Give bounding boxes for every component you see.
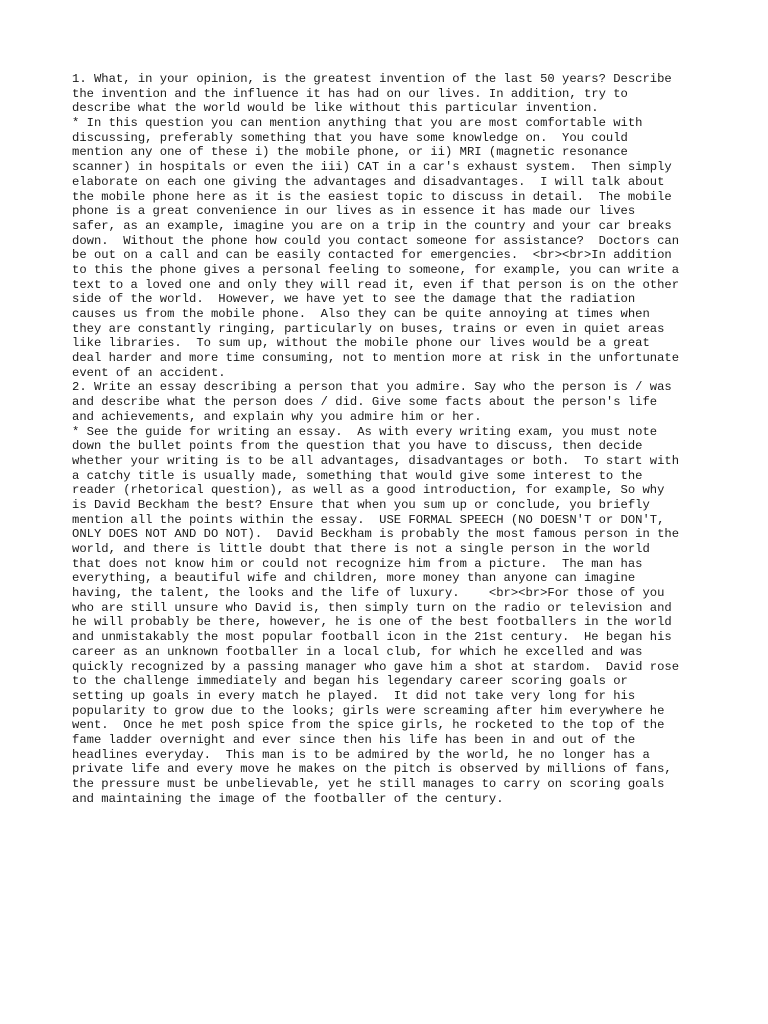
document-line: event of an accident. — [72, 365, 226, 380]
document-line: that does not know him or could not recognize him from a picture. The man has — [72, 556, 643, 571]
document-line: deal harder and more time consuming, not to mention more at risk in the unfortunate — [72, 351, 680, 366]
document-line: * In this question you can mention anything that you are most comfortable with — [72, 116, 643, 131]
document-line: world, and there is little doubt that there is not a single person in the world — [72, 542, 650, 556]
document-line: 1. What, in your opinion, is the greatest invention of the last 50 years? Describe — [72, 72, 672, 86]
document-line: describe what the world would be like without this particular invention. — [72, 101, 599, 116]
document-line: safer, as an example, imagine you are on a trip in the country and your car breaks — [72, 218, 672, 233]
document-line: and unmistakably the most popular football icon in the 21st century. He began his — [72, 630, 672, 645]
document-line: scanner) in hospitals or even the iii) CAT in a car's exhaust system. Then simply — [72, 160, 672, 175]
document-line: to the challenge immediately and began his legendary career scoring goals or — [72, 674, 628, 689]
document-line: * See the guide for writing an essay. As with every writing exam, you must note — [72, 424, 658, 439]
document-line: down the bullet points from the question that you have to discuss, then decide — [72, 439, 643, 454]
document-line: mention any one of these i) the mobile phone, or ii) MRI (magnetic resonance — [72, 145, 628, 160]
document-line: to this the phone gives a personal feeling to someone, for example, you can write a — [72, 262, 680, 277]
document-line: and maintaining the image of the footballer of the century. — [72, 791, 504, 806]
document-page — [72, 72, 702, 806]
document-line: mention all the points within the essay. USE FORMAL SPEECH (NO DOESN'T or DON'T, — [72, 512, 665, 527]
document-line: the pressure must be unbelievable, yet he still manages to carry on scoring goals — [72, 777, 665, 791]
document-line: having, the talent, the looks and the life of luxury. <br><br>For those of you — [72, 586, 665, 601]
document-body — [72, 72, 702, 806]
document-line: be out on a call and can be easily contacted for emergencies. <br><br>In addition — [72, 248, 672, 263]
document-line: is David Beckham the best? Ensure that when you sum up or conclude, you briefly — [72, 497, 650, 512]
document-line: text to a loved one and only they will read it, even if that person is on the other — [72, 277, 680, 292]
document-line: side of the world. However, we have yet to see the damage that the radiation — [72, 292, 636, 307]
document-line: headlines everyday. This man is to be admired by the world, he no longer has a — [72, 747, 650, 762]
document-line: reader (rhetorical question), as well as a good introduction, for example, So why — [72, 483, 665, 498]
document-line: phone is a great convenience in our lives as in essence it has made our lives — [72, 204, 636, 219]
document-line: private life and every move he makes on the pitch is observed by millions of fans, — [72, 762, 672, 777]
document-line: and describe what the person does / did. Give some facts about the person's life — [72, 395, 658, 410]
document-line: whether your writing is to be all advantages, disadvantages or both. To start with — [72, 453, 680, 468]
document-line: 2. Write an essay describing a person that you admire. Say who the person is / was — [72, 380, 672, 395]
document-line: fame ladder overnight and ever since then his life has been in and out of the — [72, 732, 636, 747]
document-line: they are constantly ringing, particularly on buses, trains or even in quiet areas — [72, 321, 665, 336]
document-line: went. Once he met posh spice from the spice girls, he rocketed to the top of the — [72, 718, 665, 733]
document-line: like libraries. To sum up, without the mobile phone our lives would be a great — [72, 336, 650, 351]
document-line: who are still unsure who David is, then simply turn on the radio or television and — [72, 600, 672, 615]
document-line: down. Without the phone how could you contact someone for assistance? Doctors can — [72, 233, 680, 248]
document-line: and achievements, and explain why you admire him or her. — [72, 409, 482, 424]
document-line: the mobile phone here as it is the easiest topic to discuss in detail. The mobile — [72, 189, 672, 204]
document-line: elaborate on each one giving the advantages and disadvantages. I will talk about — [72, 174, 665, 189]
document-line: quickly recognized by a passing manager who gave him a shot at stardom. David rose — [72, 659, 680, 674]
document-line: discussing, preferably something that you have some knowledge on. You could — [72, 130, 628, 145]
document-line: a catchy title is usually made, something that would give some interest to the — [72, 468, 643, 483]
document-line: setting up goals in every match he played. It did not take very long for his — [72, 688, 636, 703]
document-line: he will probably be there, however, he is one of the best footballers in the world — [72, 615, 672, 630]
document-line: everything, a beautiful wife and children, more money than anyone can imagine — [72, 571, 636, 586]
document-line: career as an unknown footballer in a local club, for which he excelled and was — [72, 644, 643, 659]
document-line: the invention and the influence it has had on our lives. In addition, try to — [72, 86, 628, 101]
document-line: causes us from the mobile phone. Also they can be quite annoying at times when — [72, 307, 650, 321]
document-line: ONLY DOES NOT AND DO NOT). David Beckham is probably the most famous person in the — [72, 527, 680, 542]
document-line: popularity to grow due to the looks; girls were screaming after him everywhere he — [72, 703, 665, 718]
